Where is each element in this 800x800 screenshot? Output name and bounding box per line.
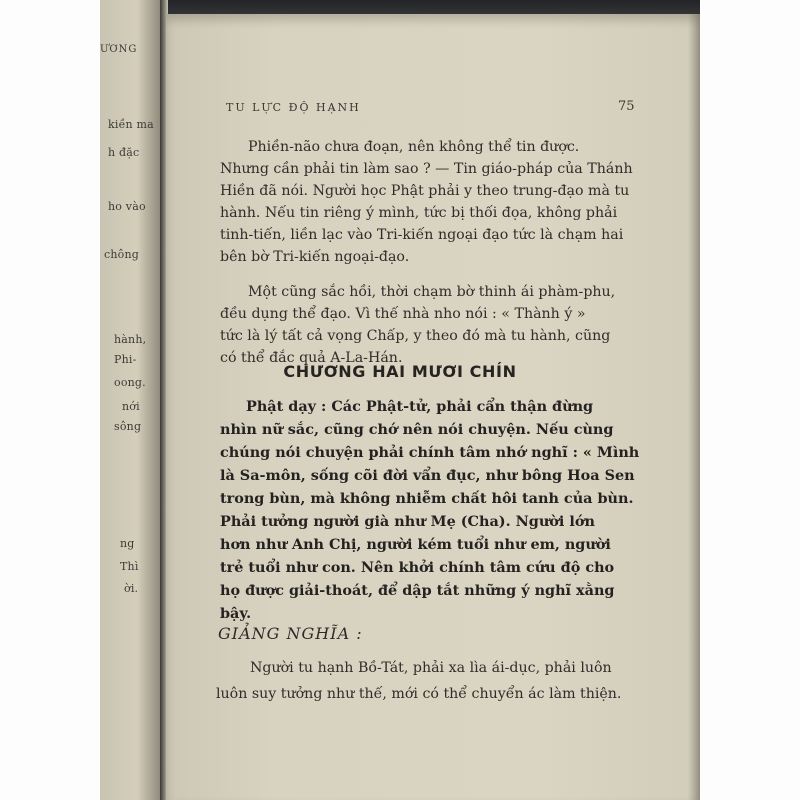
left-page-fragment: hành, (114, 333, 147, 346)
text-line: Nhưng cần phải tin làm sao ? — Tin giáo-pháp của Thánh (220, 161, 633, 177)
background-left (0, 0, 100, 800)
left-page-fragment: Thì (120, 560, 139, 573)
left-page-fragment: ời. (124, 582, 139, 595)
text-line: tinh-tiến, liền lạc vào Tri-kiến ngoại đạo tức là chạm hai (220, 227, 624, 243)
left-page-fragment: h đặc (108, 146, 140, 159)
text-line: bên bờ Tri-kiến ngoại-đạo. (220, 249, 410, 265)
text-line: Phật dạy : Các Phật-tử, phải cẩn thận đừng (246, 398, 594, 415)
text-line: hơn như Anh Chị, người kém tuổi như em, người (220, 536, 611, 553)
left-page-fragment: oong. (114, 376, 146, 389)
text-line: đều dụng thể đạo. Vì thế nhà nho nói : « Thành ý » (220, 306, 586, 322)
background-right (700, 0, 800, 800)
text-line: Phiền-não chưa đoạn, nên không thể tin được. (248, 139, 580, 155)
text-line: tức là lý tất cả vọng Chấp, y theo đó mà tu hành, cũng (220, 328, 611, 344)
text-line: Hiền đã nói. Người học Phật phải y theo trung-đạo mà tu (220, 183, 630, 199)
left-page-fragment: chông (104, 248, 139, 261)
text-line: luôn suy tưởng như thế, mới có thể chuyển ác làm thiện. (216, 686, 622, 702)
text-line: là Sa-môn, sống cõi đời vẩn đục, như bông Hoa Sen (220, 467, 635, 484)
left-page-fragment: ho vào (108, 200, 146, 213)
text-line: có thể đắc quả A-La-Hán. (220, 350, 403, 366)
text-line: trẻ tuổi như con. Nên khởi chính tâm cứu độ cho (220, 559, 615, 576)
text-line: Một cũng sắc hồi, thời chạm bờ thinh ái phàm-phu, (248, 284, 616, 300)
left-page-fragment: ƯƠNG (100, 44, 138, 55)
text-line: trong bùn, mà không nhiễm chất hôi tanh của bùn. (220, 490, 634, 507)
text-line: nhìn nữ sắc, cũng chớ nên nói chuyện. Nếu cùng (220, 421, 614, 438)
text-line: chúng nói chuyện phải chính tâm nhớ nghĩ : « Mình (220, 444, 640, 461)
left-page-fragment: kiền ma (108, 118, 154, 131)
text-line: bậy. (220, 605, 252, 622)
page-edge-shadow (688, 14, 700, 800)
text-line: Phải tưởng người già như Mẹ (Cha). Người lớn (220, 513, 595, 530)
page-number: 75 (618, 99, 635, 114)
left-page-fragment: nới (122, 400, 140, 413)
left-page (100, 0, 162, 800)
text-line: họ được giải-thoát, để dập tắt những ý nghĩ xằng (220, 582, 615, 599)
text-line: hành. Nếu tin riêng ý mình, tức bị thối đọa, không phải (220, 205, 618, 221)
text-line: Người tu hạnh Bồ-Tát, phải xa lìa ái-dục, phải luôn (250, 660, 612, 676)
chapter-title: CHƯƠNG HAI MƯƠI CHÍN (283, 362, 517, 381)
running-header: TU LỰC ĐỘ HẠNH (226, 101, 361, 114)
left-page-fragment: sông (114, 420, 142, 433)
left-page-fragment: Phi- (114, 353, 137, 366)
left-page-fragment: ng (120, 537, 135, 550)
section-subheading: GIẢNG NGHĨA : (218, 624, 363, 643)
